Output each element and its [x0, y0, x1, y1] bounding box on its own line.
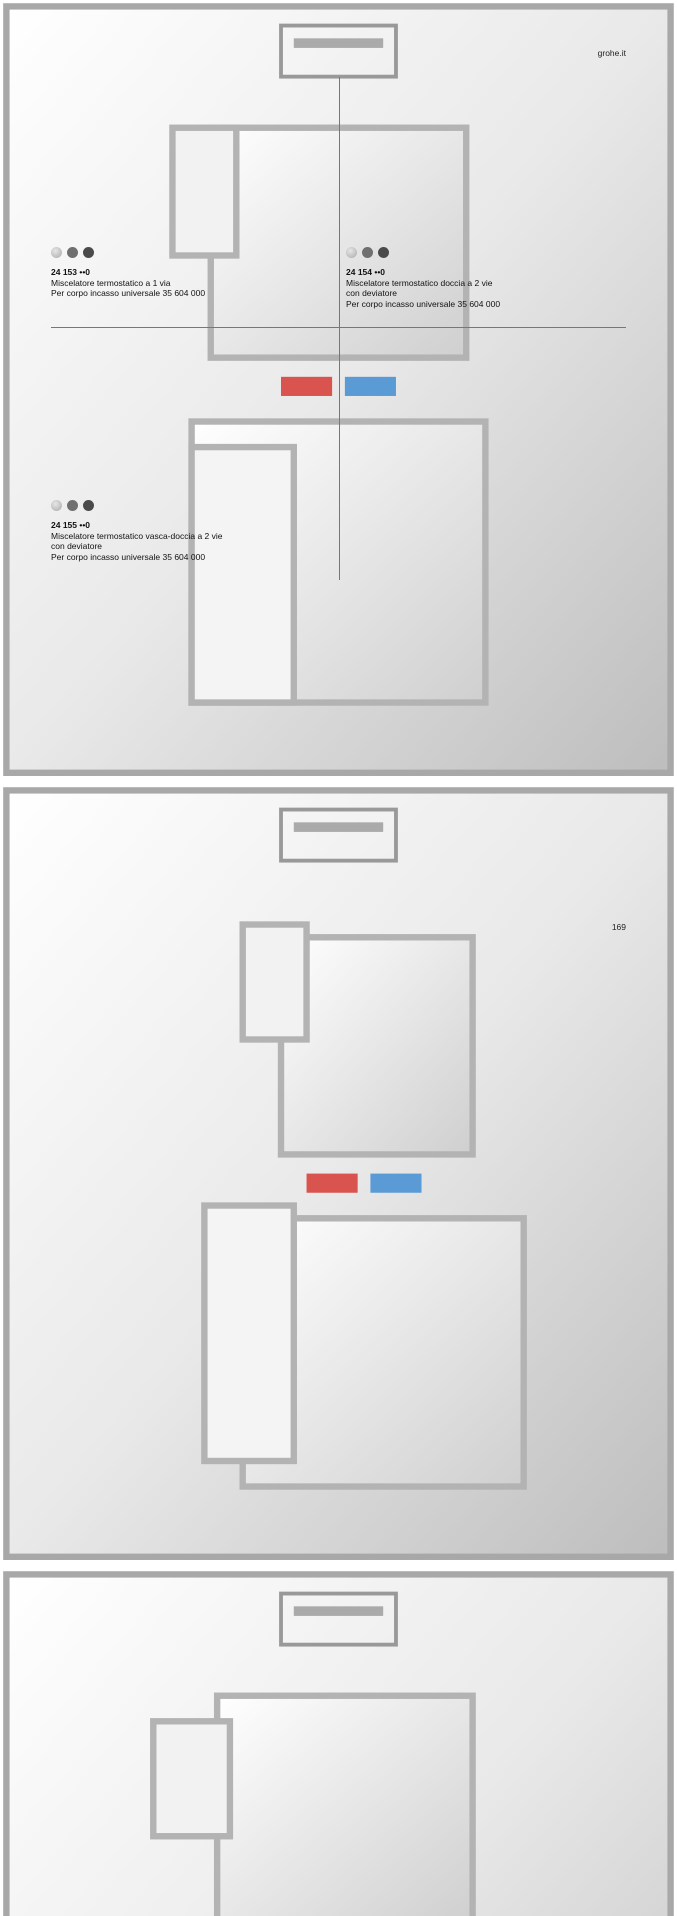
product-detail: Per corpo incasso universale 35 604 000 [346, 298, 501, 309]
swatch-dark-grey [83, 500, 94, 511]
product-name: Miscelatore termostatico a 1 via [51, 277, 171, 288]
site-url[interactable]: grohe.it [597, 48, 626, 58]
product-name: Miscelatore termostatico doccia a 2 vie [346, 277, 493, 288]
finish-swatches [51, 247, 94, 258]
product-name: Miscelatore termostatico vasca-doccia a 2 vie [51, 530, 223, 541]
horizontal-divider [51, 327, 626, 328]
product-description [51, 267, 205, 299]
swatch-moon-white [51, 247, 62, 258]
product-description [346, 267, 500, 309]
finish-swatches [346, 247, 389, 258]
vertical-divider [339, 77, 340, 580]
product-detail: Per corpo incasso universale 35 604 000 [51, 551, 206, 562]
product-code: 24 155 ••0 [51, 520, 91, 530]
swatch-grey [67, 500, 78, 511]
product-description [51, 520, 223, 562]
product-detail: Per corpo incasso universale 35 604 000 [51, 288, 206, 298]
product-code: 24 153 ••0 [51, 267, 91, 277]
swatch-grey [362, 247, 373, 258]
product-detail: con deviatore [346, 288, 398, 298]
thermostat-image [0, 784, 677, 1563]
product-detail: con deviatore [51, 541, 103, 551]
swatch-dark-grey [83, 247, 94, 258]
finish-swatches [51, 500, 94, 511]
swatch-dark-grey [378, 247, 389, 258]
swatch-grey [67, 247, 78, 258]
thermostat-image [0, 1568, 677, 1916]
page-number: 169 [611, 922, 626, 932]
product-code: 24 154 ••0 [346, 267, 386, 277]
swatch-moon-white [346, 247, 357, 258]
swatch-moon-white [51, 500, 62, 511]
